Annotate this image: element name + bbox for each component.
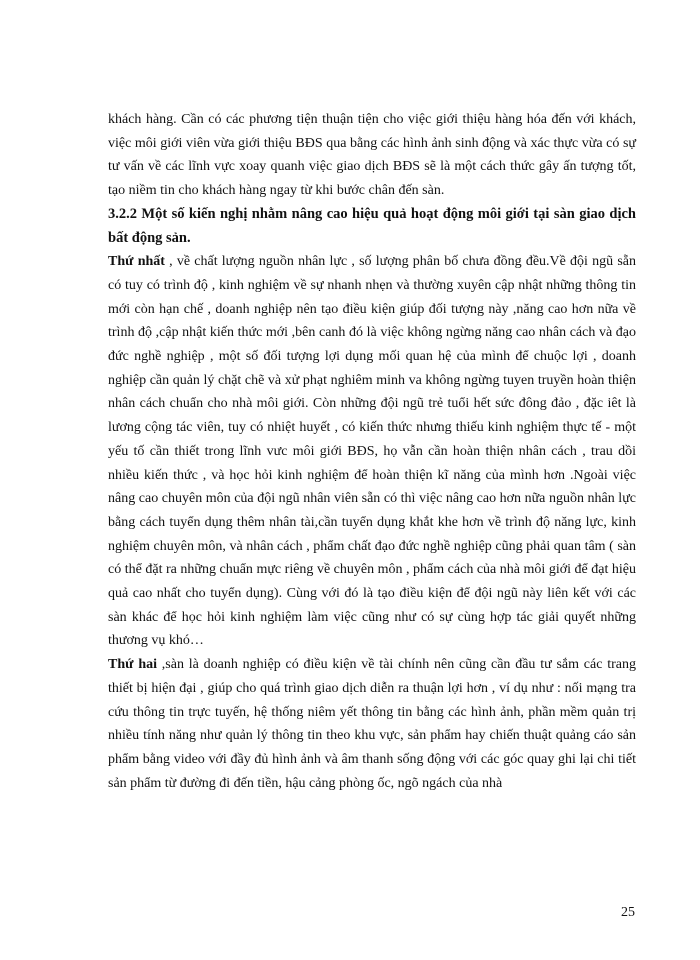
page-body (108, 108, 636, 795)
intro-paragraph: khách hàng. Cần có các phương tiện thuận tiện cho việc giới thiệu hàng hóa đến với khách, việc môi giới viên vừa giới thiệu BĐS qua bằng các hình ảnh sinh động và xác thực vừa có sự tư vấn về các lĩnh vực xoay quanh việc giao dịch BĐS sẽ là một cách thức gây ấn tượng tốt, tạo niềm tin cho khách hàng ngay từ khi bước chân đến sàn. (108, 112, 636, 199)
page-number: 25 (621, 905, 635, 920)
paragraph-lead: Thứ nhất (108, 254, 165, 270)
paragraph-lead: Thứ hai (108, 657, 157, 673)
paragraph-text: ,sàn là doanh nghiệp có điều kiện về tài chính nên cũng cần đầu tư sắm các trang thiết bị hiện đại , giúp cho quá trình giao dịch diễn ra thuận lợi hơn , ví dụ như : nối mạng tra cứu thông tin trực tuyến, hệ thống niêm yết thông tin bằng các hình ảnh, phần mềm quản trị nhiều tính năng như quản lý thông tin theo khu vực, sản phẩm hay chiến thuật quảng cáo sản phẩm bằng video với đầy đủ hình ảnh và âm thanh sống động với các góc quay ghi lại chi tiết sản phẩm từ đường đi đến tiền, hậu cảng phòng ốc, ngõ ngách của nhà (108, 657, 637, 791)
paragraph-second (108, 653, 636, 795)
section-heading: 3.2.2 Một số kiến nghị nhằm nâng cao hiệu quả hoạt động môi giới tại sàn giao dịch bất động sản. (108, 205, 636, 246)
paragraph-text: , về chất lượng nguồn nhân lực , số lượng phân bố chưa đồng đều.Về đội ngũ sẵn có tuy có trình độ , kinh nghiệm về sự nhanh nhẹn và thường xuyên cập nhật những thông tin mới còn hạn chế , doanh nghiệp nên tạo điều kiện giúp đối tượng này ,năng cao hơn nữa về trình độ ,cập nhật kiến thức mới ,bên canh đó là việc không ngừng năng cao nhân cách và đạo đức nghề nghiệp , một số đối tượng lợi dụng mối quan hệ của mình để chuộc lợi , doanh nghiệp cần quản lý chặt chẽ và xử phạt nghiêm minh va không ngừng tuyen truyền hoàn thiện nhân cách chuẩn cho nhà môi giới. Còn những đội ngũ trẻ tuổi hết sức đông đảo , đặc iêt là lương cộng tác viên, tuy có nhiệt huyết , có kiến thức nhưng thiếu kinh nghiệm thực tế - một yếu tố cần thiết trong lĩnh vưc môi giới BĐS, họ vẫn cần hoàn thiện nhân cách , trau dồi nhiều kiến thức , và học hỏi kinh nghiệm để hoàn thiện kĩ năng của mình hơn .Ngoài việc nâng cao chuyên môn của đội ngũ nhân viên sẵn có thì việc nâng cao hơn nữa nguồn nhân lực bằng cách tuyển dụng thêm nhân tài,cần tuyển dụng khắt khe hơn về trình độ năng lực, kinh nghiệm chuyên môn, và nhân cách , phẩm chất đạo đức nghề nghiệp cũng phải quan tâm ( sàn có thể đặt ra những chuẩn mực riêng về chuyên môn , phẩm cách của nhà môi giới để đạt hiệu quả cao nhất cho tuyển dụng). Cùng với đó là tạo điều kiện để đội ngũ này liên kết với các sàn khác để học hỏi kinh nghiệm làm việc cũng như có sự cùng hợp tác giải quyết những thương vụ khó… (108, 254, 637, 649)
paragraph-first (108, 250, 636, 653)
